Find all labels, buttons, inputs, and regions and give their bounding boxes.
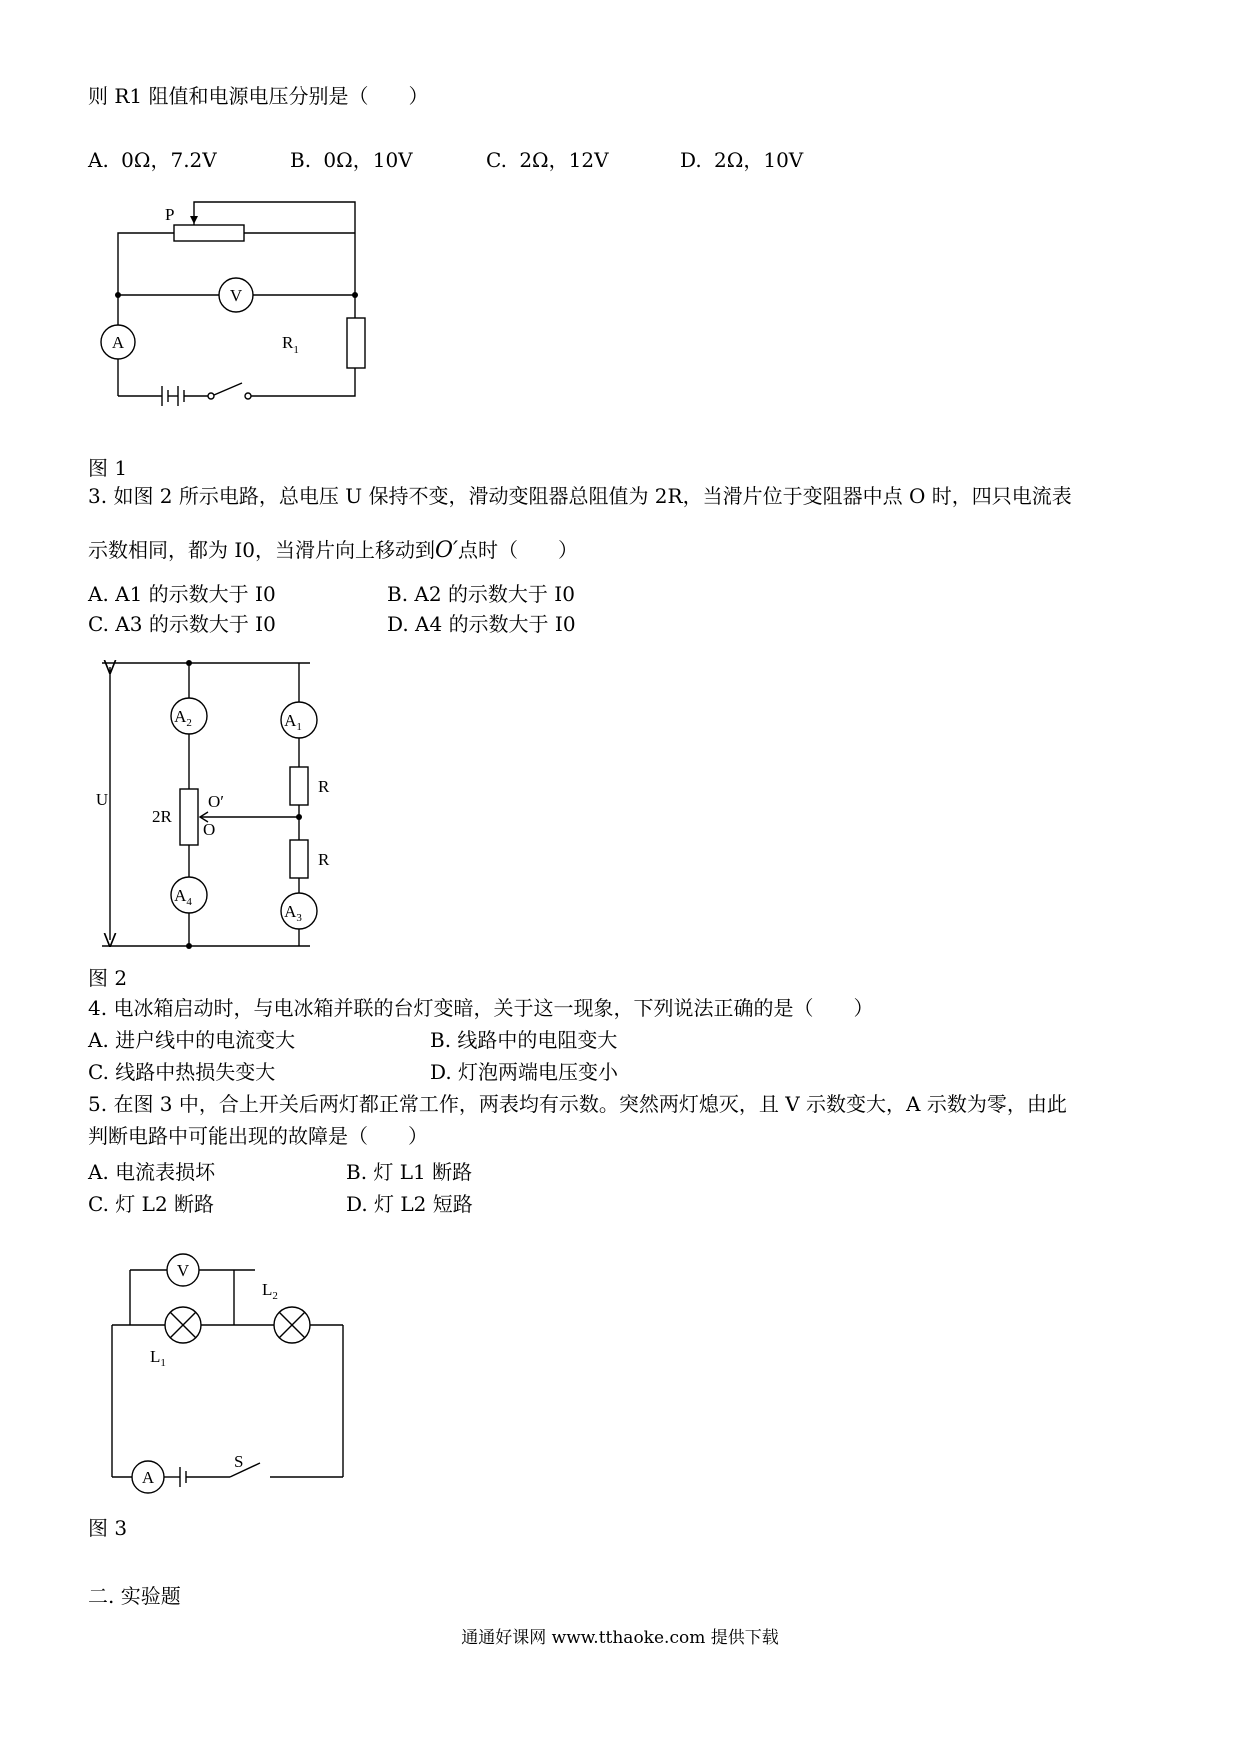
option-letter: C.: [486, 148, 507, 172]
ammeter-a3-label: $A_3$: [284, 902, 302, 924]
q3-option-a: A. A1 的示数大于 I0: [88, 582, 276, 606]
q4-option-d: D. 灯泡两端电压变小: [430, 1060, 619, 1084]
rheostat: [174, 225, 244, 241]
rheostat-label: 2R: [152, 807, 172, 826]
switch-blade: [214, 383, 242, 395]
figure-2-circuit: [90, 655, 390, 955]
rheostat-2r: [180, 789, 198, 845]
figure-3-caption: 图 3: [88, 1516, 128, 1540]
lamp-l2-label: $L_2$: [262, 1280, 278, 1302]
junction-dot: [115, 292, 121, 298]
q4-stem: 4. 电冰箱启动时，与电冰箱并联的台灯变暗，关于这一现象，下列说法正确的是（ ）: [88, 996, 874, 1020]
switch-label: S: [234, 1452, 244, 1471]
q2-option-a: [88, 148, 217, 172]
figure-2-caption: 图 2: [88, 966, 128, 990]
slider-arrow: [190, 216, 198, 224]
q2-option-d: [680, 148, 803, 172]
switch-terminal: [208, 393, 214, 399]
option-value: 0Ω，7.2V: [121, 148, 217, 172]
q5-stem-line1: 5. 在图 3 中，合上开关后两灯都正常工作，两表均有示数。突然两灯熄灭，且 V 示数变大，A 示数为零，由此: [88, 1092, 1067, 1116]
option-letter: A.: [88, 148, 109, 172]
point-o-prime-label: O′: [208, 792, 224, 811]
junction-dot: [352, 292, 358, 298]
resistor-top-label: R: [318, 777, 330, 796]
option-letter: B.: [290, 148, 312, 172]
resistor-bottom-label: R: [318, 850, 330, 869]
figure-1-caption: 图 1: [88, 456, 128, 480]
option-value: 2Ω，10V: [714, 148, 804, 172]
option-letter: D.: [680, 148, 702, 172]
page-footer: 通通好课网 www.tthaoke.com 提供下载: [461, 1628, 779, 1648]
q3-option-b: B. A2 的示数大于 I0: [387, 582, 575, 606]
figure-1-circuit: [90, 190, 390, 430]
section-heading: 二. 实验题: [88, 1584, 181, 1608]
lamp-l1-label: $L_1$: [150, 1347, 166, 1369]
ammeter-a2-label: $A_2$: [174, 707, 192, 729]
resistor-r1: [347, 318, 365, 368]
q5-option-a: A. 电流表损坏: [88, 1160, 216, 1184]
resistor-label: $R_1$: [282, 333, 299, 356]
point-o-label: O: [203, 820, 216, 839]
q2-option-b: [290, 148, 413, 172]
option-value: 2Ω，12V: [519, 148, 609, 172]
wire: [118, 233, 174, 325]
point-o-prime: O′: [434, 538, 459, 563]
q2-option-c: [486, 148, 609, 172]
q3-option-c: C. A3 的示数大于 I0: [88, 612, 276, 636]
q3-stem-line1: 3. 如图 2 所示电路，总电压 U 保持不变，滑动变阻器总阻值为 2R，当滑片位于变阻器中点 O 时，四只电流表: [88, 484, 1072, 508]
stem-text: 点时（ ）: [458, 538, 579, 562]
ammeter-label: A: [141, 1468, 155, 1487]
ammeter-a4-label: $A_4$: [174, 886, 192, 908]
resistor-bottom: [290, 840, 308, 878]
q5-option-d: D. 灯 L2 短路: [346, 1192, 473, 1216]
q4-option-b: B. 线路中的电阻变大: [430, 1028, 618, 1052]
stem-text: 示数相同，都为 I0，当滑片向上移动到: [88, 538, 435, 562]
q3-option-d: D. A4 的示数大于 I0: [387, 612, 576, 636]
q5-stem-line2: 判断电路中可能出现的故障是（ ）: [88, 1124, 428, 1148]
voltmeter-label: V: [176, 1261, 190, 1280]
ammeter-a1-label: $A_1$: [284, 711, 302, 733]
slider-label: P: [165, 205, 175, 224]
ammeter-label: A: [111, 333, 125, 352]
resistor-top: [290, 767, 308, 805]
voltmeter-label: V: [229, 286, 243, 305]
switch-terminal: [245, 393, 251, 399]
q5-option-c: C. 灯 L2 断路: [88, 1192, 215, 1216]
q4-option-c: C. 线路中热损失变大: [88, 1060, 276, 1084]
q4-option-a: A. 进户线中的电流变大: [88, 1028, 296, 1052]
q3-stem-line2: [88, 538, 578, 563]
voltage-label: U: [95, 790, 109, 809]
q2-stem: 则 R1 阻值和电源电压分别是（ ）: [88, 84, 429, 108]
option-value: 0Ω，10V: [323, 148, 413, 172]
figure-3-circuit: [100, 1245, 380, 1495]
q5-option-b: B. 灯 L1 断路: [346, 1160, 473, 1184]
